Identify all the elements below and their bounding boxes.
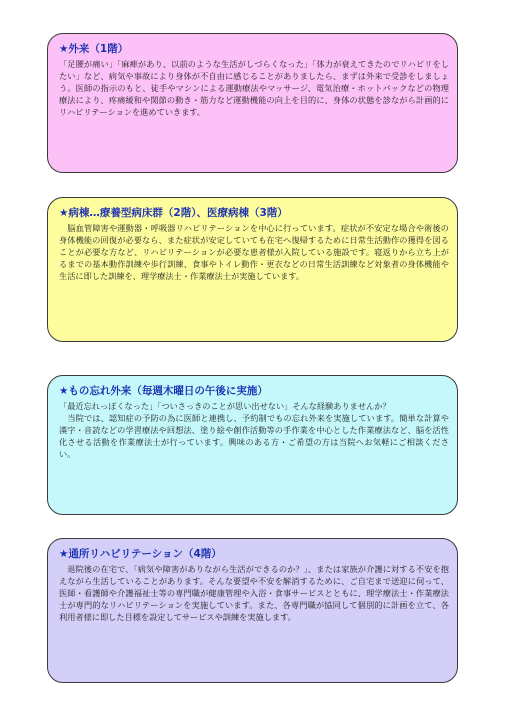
section-text-ward: 脳血管障害や運動器・呼吸器リハビリテーションを中心に行っています。症状が不安定な場合や術後の身体機能の回復が必要なら、また症状が安定していても在宅へ復帰するために日常生活動作の獲得を図ることが必要な方など、リハビリテーションが必要な患者様が入院している施設です。寝返りから立ち上がるまでの基本動作訓練や歩行訓練、食事やトイレ動作・更衣などの日常生活訓練など対象者の身体機能や生活に即した訓練を、理学療法士・作業療法士が実施しています。 [59, 223, 449, 281]
section-text-memory-clinic-body: 当院では、認知症の予防の為に医師と連携し、予約制でもの忘れ外来を実施しています。簡単な計算や漢字・音読などの学習療法や回想法、塗り絵や創作活動等の手作業を中心とした作業療法など、脳を活性化させる活動を作業療法士が行っています。興味のある方・ご希望の方は当院へお気軽にご相談ください。 [59, 413, 449, 459]
section-title-outpatient: ★外来（1階） [59, 43, 129, 55]
section-text-memory-clinic-intro: 「最近忘れっぽくなった」「ついさっきのことが思い出せない」そんな経験ありませんか？ [59, 401, 391, 411]
section-card-outpatient [47, 33, 458, 173]
section-title-day-rehab: ★通所リハビリテーション（4階） [59, 548, 222, 560]
section-title-memory-clinic: ★もの忘れ外来（毎週木曜日の午後に実施） [59, 385, 268, 397]
section-title-ward: ★病棟…療養型病床群（2階）、医療病棟（3階） [59, 207, 288, 219]
section-text-day-rehab: 退院後の在宅で、「病気や障害がありながら生活ができるのか？」、または家族が介護に対する不安を抱えながら生活していることがあります。そんな要望や不安を解消するために、ご自宅まで送迎に伺って、医師・看護師や介護福祉士等の専門職が健康管理や入浴・食事サービスとともに、理学療法士・作業療法士が専門的なリハビリテーションを実施しています。また、各専門職が協同して個別的に計画を立て、各利用者様に即した目標を設定してサービスや訓練を実施します。 [59, 564, 449, 622]
section-card-day-rehab [47, 538, 458, 683]
section-text-outpatient: 「足腰が痛い」「麻痺があり、以前のような生活がしづらくなった」「体力が衰えてきたのでリハビリをしたい」など、病気や事故により身体が不自由に感じることがありましたら、まずは外来で受診をしましょう。医師の指示のもと、徒手やマシンによる運動療法やマッサージ、電気治療・ホットパックなどの物理療法により、疼痛緩和や関節の動き・筋力など運動機能の向上を目的に、身体の状態を診ながら計画的にリハビリテーションを進めていきます。 [59, 59, 449, 117]
section-card-ward [47, 197, 458, 342]
section-card-memory-clinic [47, 375, 458, 515]
